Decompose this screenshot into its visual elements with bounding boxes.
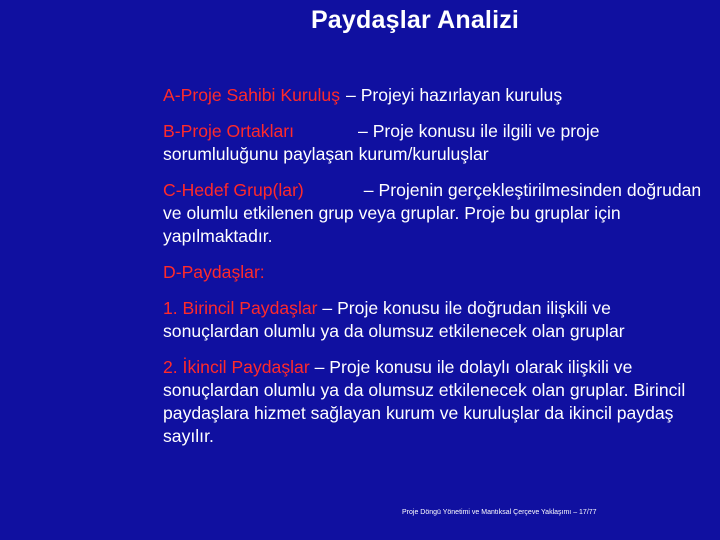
slide-body bbox=[163, 84, 708, 461]
item-d1 bbox=[163, 297, 708, 343]
item-b-text: – Proje konusu ile ilgili ve proje sorumluluğunu paylaşan kurum/kuruluşlar bbox=[163, 121, 600, 164]
slide-footer: Proje Döngü Yönetimi ve Mantıksal Çerçeve Yaklaşımı – 17/77 bbox=[402, 509, 597, 516]
item-a-label: A-Proje Sahibi Kuruluş bbox=[163, 85, 341, 105]
item-d1-label: 1. Birincil Paydaşlar bbox=[163, 298, 318, 318]
item-d2-text: – Proje konusu ile dolaylı olarak ilişkili ve sonuçlardan olumlu ya da olumsuz etkilenecek olan gruplar. Birincil paydaşlara hizmet sağlayan kurum ve kuruluşlar da ikincil paydaş sayılır. bbox=[163, 357, 686, 446]
slide-title: Paydaşlar Analizi bbox=[310, 6, 520, 34]
item-d2 bbox=[163, 356, 708, 448]
item-c-label: C-Hedef Grup(lar) bbox=[163, 180, 304, 200]
item-a-text: – Projeyi hazırlayan kuruluş bbox=[346, 85, 563, 105]
item-d2-label: 2. İkincil Paydaşlar bbox=[163, 357, 310, 377]
item-d bbox=[163, 261, 708, 284]
item-d1-text: – Proje konusu ile doğrudan ilişkili ve sonuçlardan olumlu ya da olumsuz etkilenecek olan gruplar bbox=[163, 298, 625, 341]
item-d-label: D-Paydaşlar: bbox=[163, 262, 265, 282]
item-b bbox=[163, 120, 708, 166]
item-a bbox=[163, 84, 708, 107]
item-c bbox=[163, 179, 708, 248]
item-b-label: B-Proje Ortakları bbox=[163, 121, 295, 141]
item-c-text: – Projenin gerçekleştirilmesinden doğrudan ve olumlu etkilenen grup veya gruplar. Proje bu gruplar için yapılmaktadır. bbox=[163, 180, 702, 246]
